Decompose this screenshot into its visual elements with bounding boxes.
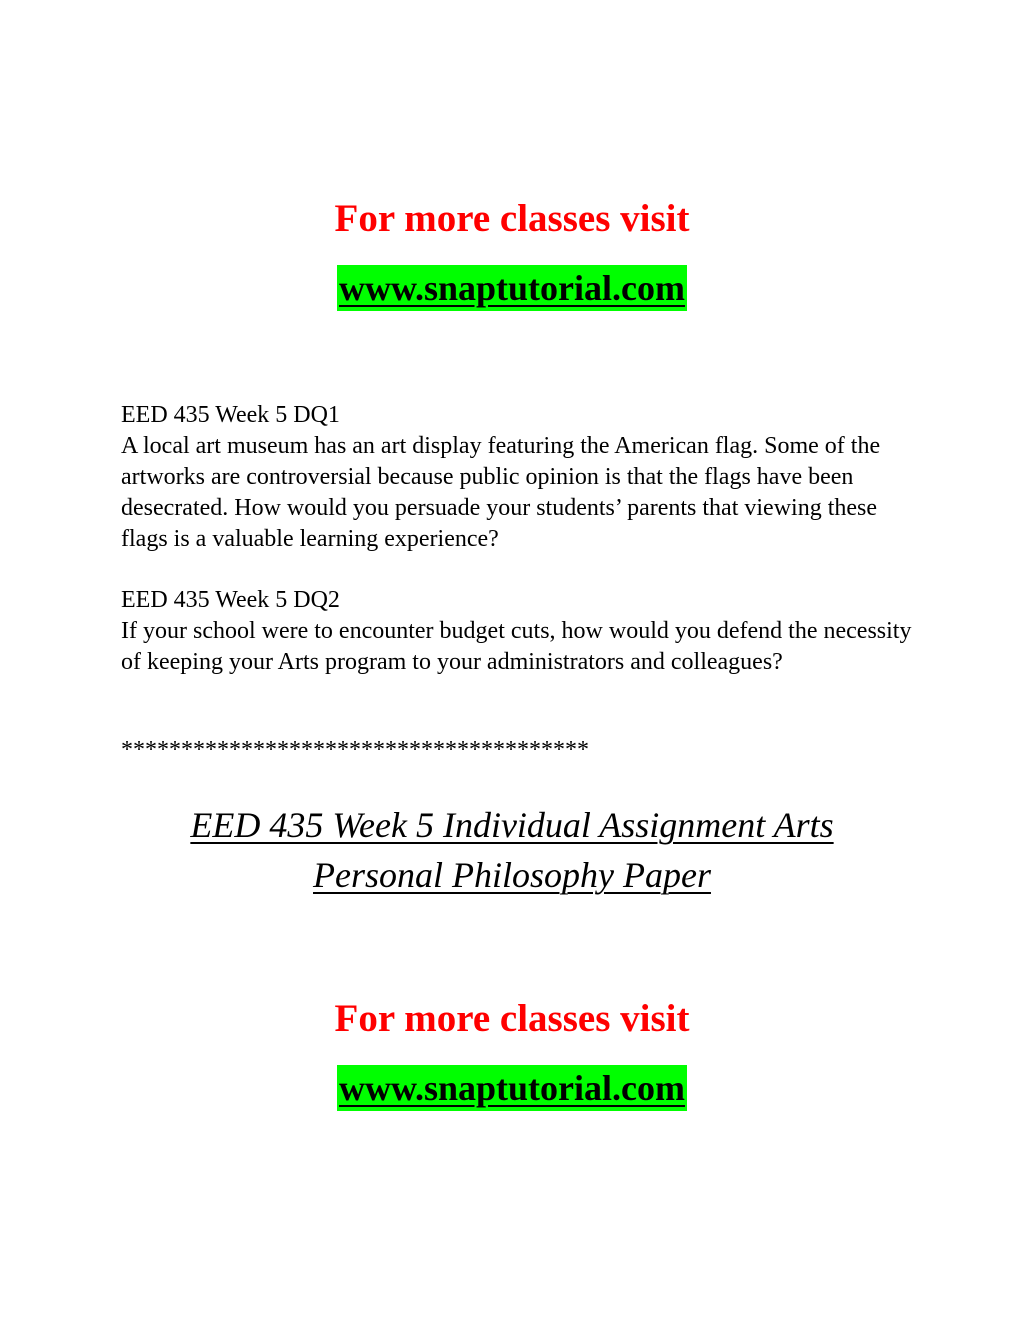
dq2-section	[121, 585, 921, 678]
dq2-body: If your school were to encounter budget cuts, how would you defend the necessity of keeping your Arts program to your administrators and colleagues?	[121, 618, 912, 675]
dq1-title: EED 435 Week 5 DQ1	[121, 402, 340, 428]
assignment-title-line1: EED 435 Week 5 Individual Assignment Arts	[190, 805, 834, 845]
promo-link-wrap-bottom	[0, 1065, 1024, 1111]
assignment-title	[100, 800, 924, 900]
assignment-title-line2: Personal Philosophy Paper	[313, 855, 711, 895]
promo-link-wrap-top	[0, 265, 1024, 311]
dq1-body: A local art museum has an art display featuring the American flag. Some of the artworks are controversial because public opinion is that the flags have been desecrated. How would you persuade your students’ parents that viewing these flags is a valuable learning experience?	[121, 433, 881, 552]
snaptutorial-link-bottom[interactable]: www.snaptutorial.com	[337, 1065, 687, 1111]
snaptutorial-link-top[interactable]: www.snaptutorial.com	[337, 265, 687, 311]
promo-heading-top: For more classes visit	[334, 197, 690, 240]
separator-stars: ***************************************	[121, 737, 589, 763]
promo-heading-bottom: For more classes visit	[334, 997, 690, 1040]
dq2-title: EED 435 Week 5 DQ2	[121, 587, 340, 613]
dq1-section	[121, 400, 921, 555]
